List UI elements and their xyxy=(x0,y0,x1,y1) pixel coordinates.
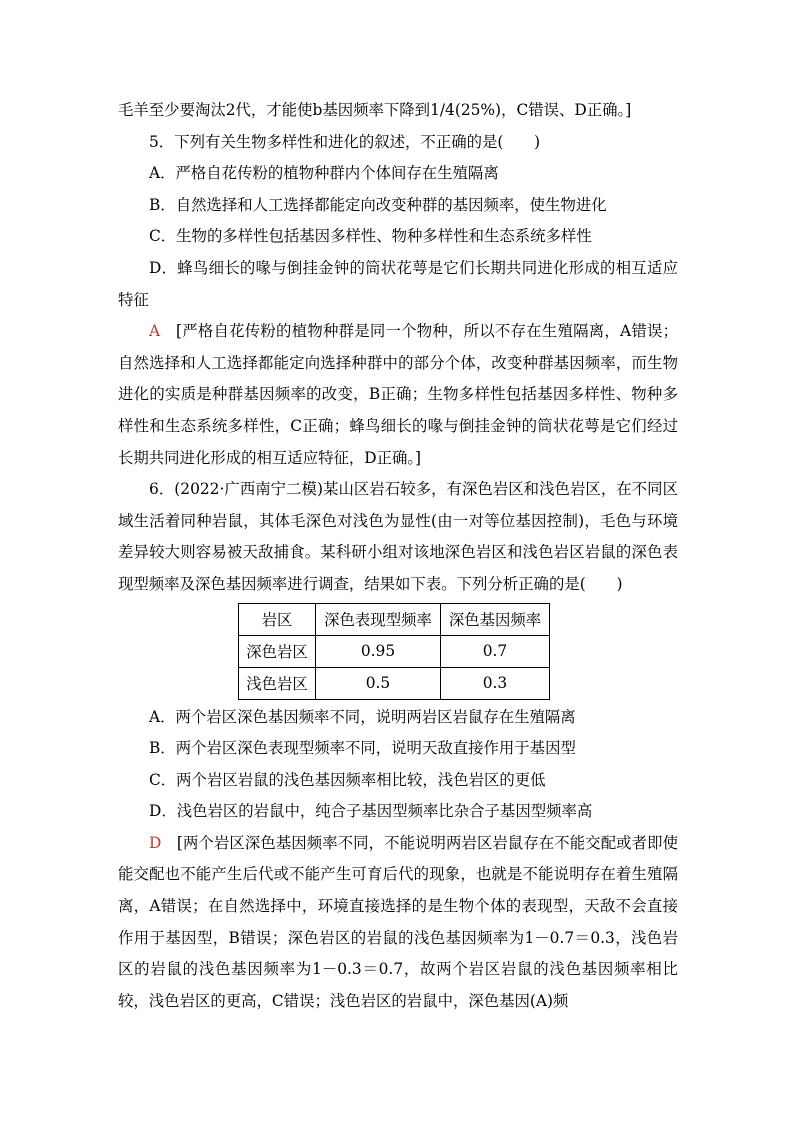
table-row xyxy=(239,635,550,667)
q6-option-b: B．两个岩区深色表现型频率不同，说明天敌直接作用于基因型 xyxy=(149,739,576,758)
q5-stem: 5．下列有关生物多样性和进化的叙述，不正确的是( ) xyxy=(149,132,541,151)
table-cell: 深色岩区 xyxy=(239,635,316,667)
intro-line: 毛羊至少要淘汰2代，才能使b基因频率下降到1/4(25%)，C错误、D正确。] xyxy=(118,101,632,119)
q5-option-b: B．自然选择和人工选择都能定向改变种群的基因频率，使生物进化 xyxy=(149,195,607,214)
table-header-row xyxy=(239,603,550,635)
q5-option-c: C．生物的多样性包括基因多样性、物种多样性和生态系统多样性 xyxy=(149,227,592,246)
q6-option-d: D．浅色岩区的岩鼠中，纯合子基因型频率比杂合子基因型频率高 xyxy=(149,802,593,821)
table-header-cell: 岩区 xyxy=(239,603,316,635)
q6-answer-block xyxy=(118,828,678,1018)
q5-option-d: D．蜂鸟细长的喙与倒挂金钟的筒状花萼是它们长期共同进化形成的相互适应特征 xyxy=(118,258,678,309)
q6-explanation: [两个岩区深色基因频率不同，不能说明两岩区岩鼠存在不能交配或者即使能交配也不能产生后代或不能产生可育后代的现象，也就是不能说明存在着生殖隔离，A错误；在自然选择中，环境直接选择的是生物个体的表现型，天敌不会直接作用于基因型，B错误；深色岩区的岩鼠的浅色基因频率为1－0.7＝0.3，浅色岩区的岩鼠的浅色基因频率为1－0.3＝0.7，故两个岩区岩鼠的浅色基因频率相比较，浅色岩区的更高，C错误；浅色岩区的岩鼠中，深色基因(A)频 xyxy=(118,833,678,1010)
page-content xyxy=(118,95,678,1017)
table-row xyxy=(239,667,550,699)
q5-option-a: A．严格自花传粉的植物种群内个体间存在生殖隔离 xyxy=(149,164,499,183)
table-header-cell: 深色表现型频率 xyxy=(316,603,441,635)
table-cell: 0.95 xyxy=(316,635,441,667)
q5-explanation: [严格自花传粉的植物种群是同一个物种，所以不存在生殖隔离，A错误；自然选择和人工选择都能定向选择种群中的部分个体，改变种群基因频率，而生物进化的实质是种群基因频率的改变，B正确；生物多样性包括基因多样性、物种多样性和生态系统多样性，C正确；蜂鸟细长的喙与倒挂金钟的筒状花萼是它们经过长期共同进化形成的相互适应特征，D正确。] xyxy=(118,322,678,467)
table-cell: 浅色岩区 xyxy=(239,667,316,699)
table-cell: 0.7 xyxy=(441,635,550,667)
q6-option-a: A．两个岩区深色基因频率不同，说明两岩区岩鼠存在生殖隔离 xyxy=(149,707,576,726)
table-cell: 0.5 xyxy=(316,667,441,699)
table-cell: 0.3 xyxy=(441,667,550,699)
q5-answer-block xyxy=(118,316,678,474)
q6-data-table xyxy=(238,603,550,700)
q6-stem: 6．(2022·广西南宁二模)某山区岩石较多，有深色岩区和浅色岩区，在不同区域生活着同种岩鼠，其体毛深色对浅色为显性(由一对等位基因控制)，毛色与环境差异较大则容易被天敌捕食。某科研小组对该地深色岩区和浅色岩区岩鼠的深色表现型频率及深色基因频率进行调查，结果如下表。下列分析正确的是( ) xyxy=(118,480,678,593)
table-header-cell: 深色基因频率 xyxy=(441,603,550,635)
q6-answer: D xyxy=(149,833,162,852)
q6-option-c: C．两个岩区岩鼠的浅色基因频率相比较，浅色岩区的更低 xyxy=(149,770,546,789)
q5-answer: A xyxy=(149,322,161,341)
